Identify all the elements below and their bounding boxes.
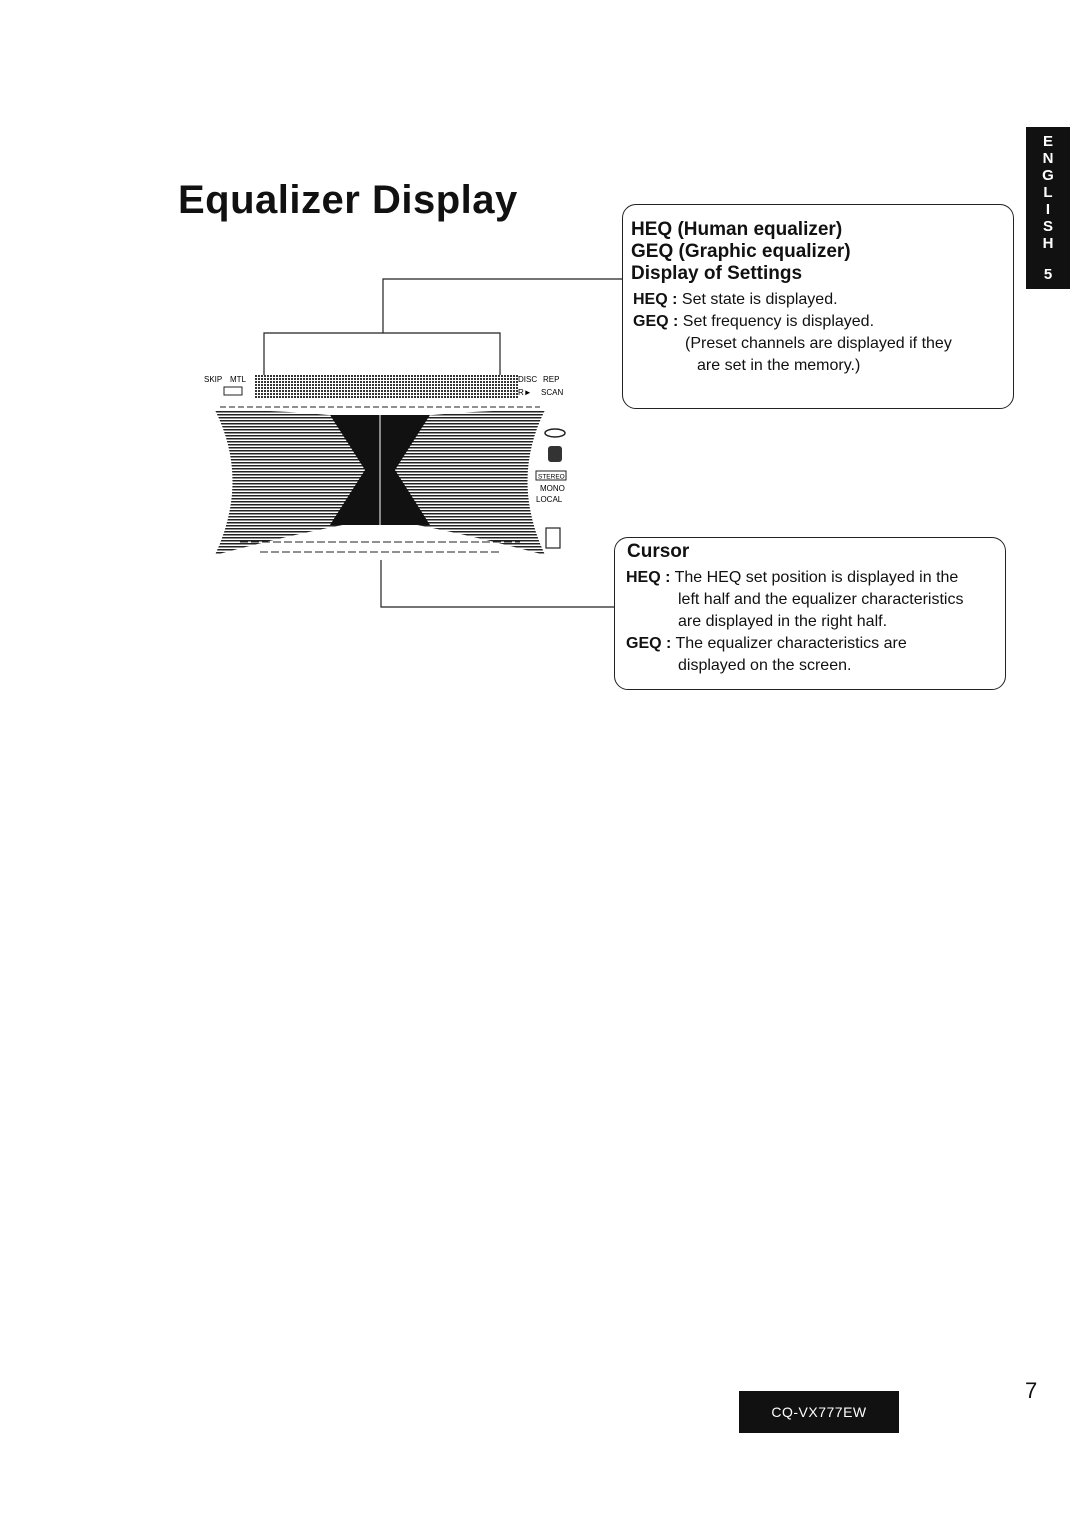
settings-body [633, 289, 952, 377]
note-line: (Preset channels are displayed if they [685, 335, 952, 352]
cursor-heq-text: left half and the equalizer characteristics [678, 591, 964, 608]
lcd-character-segments [254, 374, 518, 398]
geq-label: GEQ : [633, 313, 679, 330]
lcd-disc-label: DISC [518, 375, 538, 384]
cursor-body [626, 567, 963, 677]
lcd-play-icon: R► [518, 388, 532, 397]
tab-letter: I [1045, 201, 1051, 218]
heq-label: HEQ : [633, 291, 678, 308]
lcd-mono-label: MONO [540, 484, 565, 493]
heq-label: HEQ : [626, 569, 671, 586]
page-title: Equalizer Display [178, 178, 518, 222]
heading-line: Display of Settings [631, 263, 803, 284]
lcd-local-label: LOCAL [536, 495, 563, 504]
geq-label: GEQ : [626, 635, 672, 652]
tab-letter: L [1043, 184, 1053, 201]
settings-heading [631, 219, 851, 285]
cursor-heq-text: The HEQ set position is displayed in the [674, 569, 959, 586]
tab-letter: G [1042, 167, 1054, 184]
cursor-heading: Cursor [627, 541, 690, 562]
lcd-stereo-label: STEREO [538, 473, 565, 481]
tab-letter: H [1042, 235, 1054, 252]
geq-text: Set frequency is displayed. [682, 313, 875, 330]
cursor-geq-text: displayed on the screen. [678, 657, 852, 674]
heading-line: HEQ (Human equalizer) [631, 219, 843, 240]
lcd-scan-label: SCAN [541, 388, 564, 397]
lcd-cd-icon [545, 429, 565, 437]
model-badge: CQ-VX777EW [739, 1391, 899, 1433]
tab-letter: N [1042, 150, 1054, 167]
tab-letter: E [1042, 133, 1053, 150]
heq-text: Set state is displayed. [681, 291, 838, 308]
cursor-heq-text: are displayed in the right half. [678, 613, 888, 630]
tab-letter: S [1042, 218, 1053, 235]
page-number: 7 [1025, 1378, 1038, 1403]
note-line: are set in the memory.) [697, 357, 861, 374]
lcd-display-illustration [180, 270, 580, 580]
lcd-cassette-icon [546, 528, 560, 548]
lcd-skip-label: SKIP [204, 375, 223, 384]
lcd-mtl-label: MTL [230, 375, 246, 384]
lcd-rep-label: REP [543, 375, 560, 384]
cursor-geq-text: The equalizer characteristics are [675, 635, 907, 652]
heading-line: GEQ (Graphic equalizer) [631, 241, 851, 262]
lcd-dolby-icon [224, 387, 242, 395]
section-number: 5 [1043, 266, 1053, 283]
lcd-disc-stack-icon [548, 446, 562, 462]
